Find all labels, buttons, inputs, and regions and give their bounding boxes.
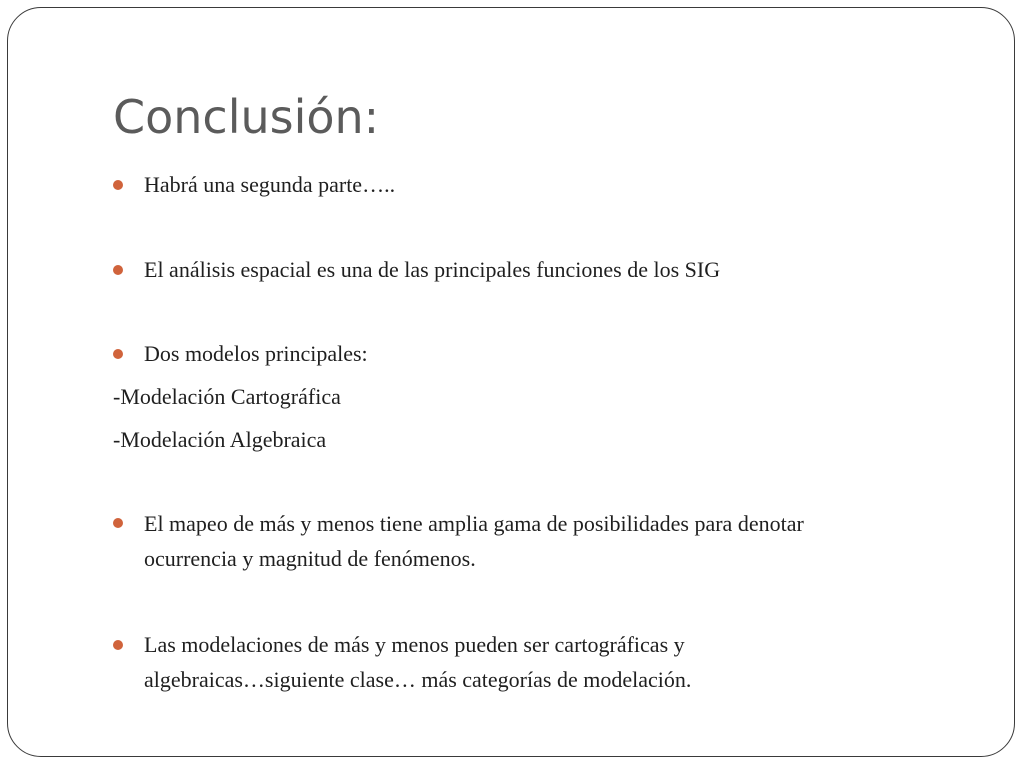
bullet-text: Las modelaciones de más y menos pueden ser cartográficas y xyxy=(144,632,685,657)
bullet-text-continuation: algebraicas…siguiente clase… más categorías de modelación. xyxy=(144,667,692,692)
bullet-text: El análisis espacial es una de las principales funciones de los SIG xyxy=(144,257,721,282)
sub-item: -Modelación Cartográfica xyxy=(113,384,341,409)
bullet-icon xyxy=(113,518,123,528)
bullet-icon xyxy=(113,349,123,359)
bullet-icon xyxy=(113,640,123,650)
bullet-text-continuation: ocurrencia y magnitud de fenómenos. xyxy=(144,546,476,571)
bullet-text: Habrá una segunda parte….. xyxy=(144,172,396,197)
slide-title: Conclusión: xyxy=(113,90,380,144)
bullet-text: Dos modelos principales: xyxy=(144,341,368,366)
bullet-icon xyxy=(113,265,123,275)
sub-item: -Modelación Algebraica xyxy=(113,427,327,452)
bullet-icon xyxy=(113,180,123,190)
bullet-text: El mapeo de más y menos tiene amplia gama de posibilidades para denotar xyxy=(144,511,804,536)
